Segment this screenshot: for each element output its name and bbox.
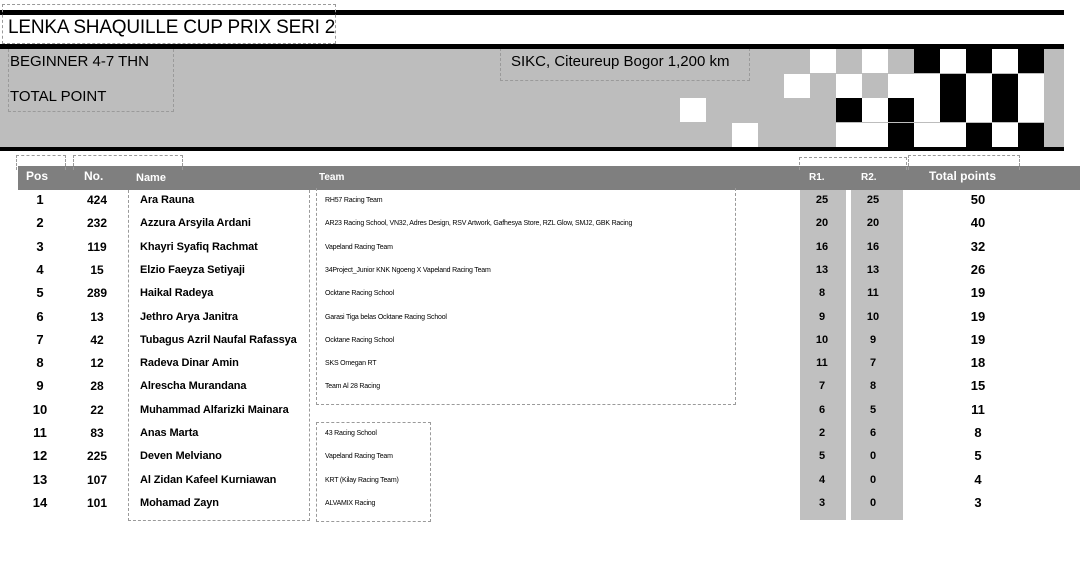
total-points-cell: 19 [970, 308, 986, 324]
position-cell: 10 [32, 401, 48, 417]
race1-points-cell: 16 [815, 240, 829, 253]
category-label: BEGINNER 4-7 THN [10, 53, 149, 70]
race2-points-cell: 6 [869, 427, 877, 439]
car-number-cell: 101 [86, 495, 108, 510]
team-cell: Ocktane Racing School [325, 290, 394, 298]
table-row [0, 237, 1080, 260]
venue-frame [500, 49, 750, 81]
table-row [0, 470, 1080, 493]
race1-points-cell: 8 [818, 287, 826, 300]
team-cell: Garasi Tiga belas Ocktane Racing School [325, 313, 447, 321]
table-row [0, 400, 1080, 423]
total-points-cell: 8 [974, 425, 982, 440]
driver-name-cell: Haikal Radeya [140, 287, 214, 300]
driver-name-cell: Muhammad Alfarizki Mainara [140, 403, 289, 416]
position-cell: 7 [36, 331, 44, 347]
total-points-cell: 32 [970, 238, 986, 254]
race2-points-cell: 20 [866, 217, 880, 230]
position-cell: 12 [32, 448, 48, 464]
car-number-cell: 28 [90, 379, 104, 394]
event-title: LENKA SHAQUILLE CUP PRIX SERI 2 [8, 17, 336, 38]
table-row [0, 353, 1080, 376]
driver-name-cell: Mohamad Zayn [140, 496, 219, 509]
driver-name-cell: Alrescha Murandana [140, 380, 247, 393]
race2-points-cell: 13 [866, 263, 880, 276]
position-cell: 5 [36, 285, 44, 301]
flag-square [914, 49, 940, 73]
race2-points-cell: 25 [866, 194, 880, 206]
race2-points-cell: 5 [869, 403, 877, 416]
flag-square [992, 123, 1018, 147]
flag-square [940, 123, 966, 147]
position-cell: 1 [36, 192, 44, 207]
car-number-cell: 225 [86, 449, 108, 464]
total-points-cell: 19 [970, 331, 986, 347]
driver-name-cell: Radeva Dinar Amin [140, 357, 239, 370]
flag-square [966, 123, 992, 147]
total-points-cell: 5 [974, 448, 982, 464]
team-cell: ALVAMIX Racing [325, 499, 376, 507]
team-cell: KRT (Kilay Racing Team) [325, 476, 399, 484]
team-cell: Vapeland Racing Team [325, 243, 393, 251]
flag-square [1018, 123, 1044, 147]
driver-name-cell: Azzura Arsyila Ardani [140, 217, 251, 230]
race1-points-cell: 10 [815, 333, 829, 346]
race2-points-cell: 16 [866, 240, 880, 253]
position-cell: 14 [32, 494, 48, 510]
header-frame-total [908, 155, 1020, 170]
table-row [0, 283, 1080, 306]
venue-label: SIKC, Citeureup Bogor 1,200 km [511, 53, 730, 70]
table-row [0, 330, 1080, 353]
position-cell: 8 [36, 355, 44, 371]
race2-points-cell: 8 [869, 380, 877, 393]
flag-square [940, 74, 966, 98]
car-number-cell: 13 [90, 309, 104, 324]
total-points-cell: 19 [970, 285, 986, 301]
total-points-cell: 18 [970, 355, 986, 371]
table-row [0, 423, 1080, 446]
position-cell: 2 [36, 215, 44, 231]
table-row [0, 260, 1080, 283]
flag-square [732, 123, 758, 147]
flag-square [888, 123, 914, 147]
flag-square [914, 98, 940, 122]
team-cell: Team Al 28 Racing [325, 383, 380, 391]
race1-points-cell: 11 [816, 357, 828, 370]
total-points-cell: 40 [970, 215, 986, 231]
driver-name-cell: Ara Rauna [140, 194, 195, 206]
header-frame-no [73, 155, 183, 170]
table-row [0, 213, 1080, 236]
total-points-cell: 11 [971, 401, 985, 417]
position-cell: 4 [36, 261, 44, 277]
race1-points-cell: 5 [818, 450, 826, 463]
flag-square [966, 49, 992, 73]
flag-square [1018, 49, 1044, 73]
flag-square [966, 98, 992, 122]
flag-square [784, 74, 810, 98]
position-cell: 11 [33, 425, 47, 440]
driver-name-cell: Jethro Arya Janitra [140, 310, 238, 323]
race1-points-cell: 7 [818, 380, 826, 393]
info-band [0, 49, 1064, 149]
car-number-cell: 22 [90, 402, 104, 417]
race2-points-cell: 11 [867, 287, 879, 300]
band-bottom-rule [0, 147, 1064, 151]
car-number-cell: 15 [90, 262, 104, 277]
position-cell: 9 [36, 378, 44, 394]
header-total: Total points [929, 169, 997, 183]
race1-points-cell: 3 [818, 496, 826, 509]
flag-square [862, 49, 888, 73]
driver-name-cell: Tubagus Azril Naufal Rafassya [140, 333, 297, 346]
header-r2: R2. [861, 172, 877, 183]
total-points-cell: 50 [970, 192, 986, 207]
car-number-cell: 119 [87, 239, 107, 254]
race1-points-cell: 13 [815, 263, 829, 276]
flag-square [914, 74, 940, 98]
subtitle-label: TOTAL POINT [10, 88, 107, 105]
flag-square [810, 49, 836, 73]
total-points-cell: 15 [970, 378, 986, 394]
car-number-cell: 83 [90, 426, 104, 440]
car-number-cell: 12 [90, 356, 104, 371]
car-number-cell: 42 [90, 332, 104, 347]
flag-square [992, 98, 1018, 122]
team-cell: AR23 Racing School, VN32, Adres Design, RSV Artwork, Gafhesya Store, RZL Glow, SMJ2, GBK Racing [325, 220, 633, 228]
total-points-cell: 3 [974, 494, 982, 510]
race1-points-cell: 2 [818, 427, 826, 439]
table-row [0, 190, 1080, 213]
flag-square [914, 123, 940, 147]
flag-square [888, 98, 914, 122]
header-name: Name [136, 172, 166, 184]
table-row [0, 446, 1080, 469]
flag-square [680, 98, 706, 122]
title-frame [2, 4, 336, 44]
header-pos: Pos [26, 169, 49, 183]
race1-points-cell: 4 [818, 473, 826, 486]
driver-name-cell: Al Zidan Kafeel Kurniawan [140, 473, 277, 486]
driver-name-cell: Khayri Syafiq Rachmat [140, 240, 258, 253]
race1-points-cell: 20 [815, 217, 829, 230]
header-team: Team [319, 172, 345, 183]
flag-square [940, 98, 966, 122]
header-no: No. [84, 169, 104, 183]
car-number-cell: 289 [86, 286, 108, 301]
driver-name-cell: Elzio Faeyza Setiyaji [140, 263, 245, 276]
flag-square [862, 98, 888, 122]
flag-square [940, 49, 966, 73]
car-number-cell: 232 [86, 216, 108, 231]
race1-points-cell: 25 [815, 194, 829, 206]
flag-square [836, 98, 862, 122]
race1-points-cell: 9 [818, 310, 826, 323]
car-number-cell: 424 [86, 193, 108, 207]
flag-square [888, 74, 914, 98]
race2-points-cell: 9 [869, 333, 877, 346]
team-cell: 34Project_Junior KNK Ngoeng X Vapeland Racing Team [325, 266, 491, 274]
header-frame-pos [16, 155, 66, 170]
total-points-cell: 26 [970, 261, 986, 277]
driver-name-cell: Anas Marta [140, 427, 199, 439]
team-cell: Ocktane Racing School [325, 336, 394, 344]
team-cell: Vapeland Racing Team [325, 453, 393, 461]
position-cell: 3 [36, 238, 44, 254]
flag-square [862, 123, 888, 147]
race1-points-cell: 6 [818, 403, 826, 416]
position-cell: 13 [32, 471, 48, 487]
race2-points-cell: 0 [869, 450, 877, 463]
driver-name-cell: Deven Melviano [140, 450, 222, 463]
table-row [0, 376, 1080, 399]
team-cell: 43 Racing School [325, 430, 377, 437]
flag-square [1018, 74, 1044, 98]
total-points-cell: 4 [974, 471, 982, 487]
flag-square [992, 49, 1018, 73]
team-cell: RH57 Racing Team [325, 197, 383, 204]
flag-square [992, 74, 1018, 98]
race2-points-cell: 0 [869, 496, 877, 509]
flag-square [966, 74, 992, 98]
team-cell: SKS Omegan RT [325, 360, 377, 368]
category-frame [8, 49, 174, 112]
race2-points-cell: 7 [869, 357, 877, 370]
race2-points-cell: 0 [869, 473, 877, 486]
car-number-cell: 107 [86, 472, 108, 487]
flag-square [836, 123, 862, 147]
race2-points-cell: 10 [866, 310, 880, 323]
header-frame-r [799, 157, 907, 170]
header-r1: R1. [809, 172, 825, 183]
flag-square [1018, 98, 1044, 122]
position-cell: 6 [36, 308, 44, 324]
table-row [0, 307, 1080, 330]
flag-square [836, 74, 862, 98]
table-row [0, 493, 1080, 516]
